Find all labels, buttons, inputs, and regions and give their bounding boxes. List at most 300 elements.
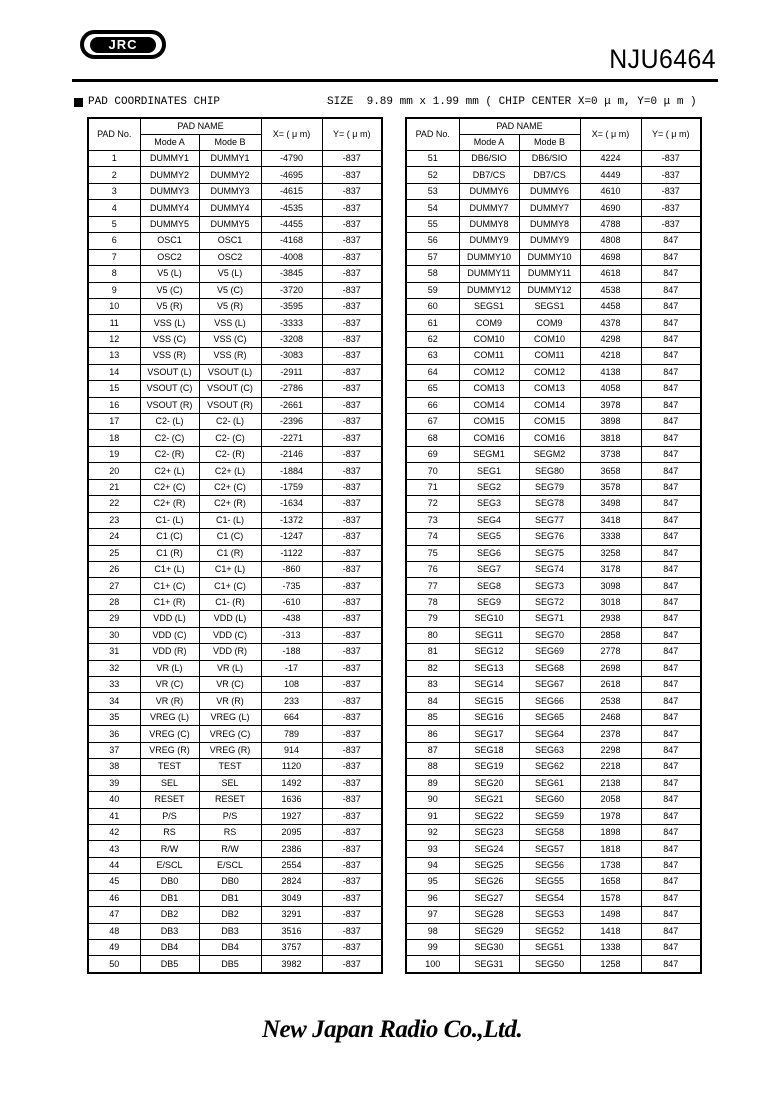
mode-a-cell: VR (L) — [140, 660, 199, 676]
x-coord-cell: 3018 — [580, 594, 641, 610]
col-header-x: X= ( μ m) — [580, 118, 641, 151]
y-coord-cell: 847 — [641, 446, 701, 462]
pad-no-cell: 22 — [88, 496, 140, 512]
mode-b-cell: SEG70 — [519, 627, 580, 643]
part-number: NJU6464 — [609, 44, 716, 74]
x-coord-cell: 3578 — [580, 479, 641, 495]
table-row — [88, 249, 382, 265]
pad-no-cell: 6 — [88, 233, 140, 249]
mode-a-cell: OSC1 — [140, 233, 199, 249]
mode-a-cell: SEG17 — [459, 726, 519, 742]
mode-a-cell: DUMMY7 — [459, 200, 519, 216]
y-coord-cell: -837 — [322, 233, 382, 249]
mode-a-cell: VSS (L) — [140, 315, 199, 331]
y-coord-cell: -837 — [322, 792, 382, 808]
mode-a-cell: SEG1 — [459, 463, 519, 479]
mode-a-cell: SEG3 — [459, 496, 519, 512]
pad-table-left — [87, 117, 383, 974]
col-header-mode-b: Mode B — [199, 135, 261, 151]
mode-b-cell: P/S — [199, 808, 261, 824]
mode-b-cell: SEG73 — [519, 578, 580, 594]
y-coord-cell: 847 — [641, 348, 701, 364]
x-coord-cell: 1898 — [580, 824, 641, 840]
pad-no-cell: 94 — [406, 857, 459, 873]
pad-no-cell: 77 — [406, 578, 459, 594]
mode-b-cell: DUMMY2 — [199, 167, 261, 183]
mode-b-cell: DB7/CS — [519, 167, 580, 183]
y-coord-cell: -837 — [322, 940, 382, 956]
mode-b-cell: SEG71 — [519, 611, 580, 627]
pad-no-cell: 40 — [88, 792, 140, 808]
pad-no-cell: 47 — [88, 907, 140, 923]
x-coord-cell: -2661 — [261, 397, 322, 413]
table-row — [88, 200, 382, 216]
mode-b-cell: DB1 — [199, 890, 261, 906]
y-coord-cell: -837 — [322, 874, 382, 890]
y-coord-cell: 847 — [641, 298, 701, 314]
pad-no-cell: 29 — [88, 611, 140, 627]
y-coord-cell: -837 — [641, 183, 701, 199]
y-coord-cell: 847 — [641, 677, 701, 693]
mode-a-cell: VREG (C) — [140, 726, 199, 742]
col-header-mode-a: Mode A — [459, 135, 519, 151]
y-coord-cell: 847 — [641, 644, 701, 660]
pad-no-cell: 80 — [406, 627, 459, 643]
y-coord-cell: 847 — [641, 496, 701, 512]
mode-a-cell: C1- (L) — [140, 512, 199, 528]
table-row — [88, 446, 382, 462]
x-coord-cell: 2218 — [580, 759, 641, 775]
y-coord-cell: -837 — [322, 627, 382, 643]
mode-a-cell: SEG27 — [459, 890, 519, 906]
pad-no-cell: 49 — [88, 940, 140, 956]
table-row — [406, 940, 701, 956]
mode-b-cell: SEG51 — [519, 940, 580, 956]
y-coord-cell: -837 — [322, 529, 382, 545]
table-row — [406, 792, 701, 808]
table-row — [406, 907, 701, 923]
table-row — [406, 611, 701, 627]
x-coord-cell: 2138 — [580, 775, 641, 791]
pad-table-right-body — [406, 151, 701, 973]
pad-no-cell: 99 — [406, 940, 459, 956]
mode-a-cell: SEG2 — [459, 479, 519, 495]
mode-b-cell: V5 (C) — [199, 282, 261, 298]
x-coord-cell: 1927 — [261, 808, 322, 824]
mode-a-cell: SEG18 — [459, 742, 519, 758]
pad-no-cell: 20 — [88, 463, 140, 479]
mode-b-cell: VREG (C) — [199, 726, 261, 742]
mode-a-cell: VSOUT (R) — [140, 397, 199, 413]
pad-no-cell: 36 — [88, 726, 140, 742]
mode-a-cell: VDD (R) — [140, 644, 199, 660]
table-row — [88, 940, 382, 956]
mode-b-cell: DUMMY3 — [199, 183, 261, 199]
x-coord-cell: -3720 — [261, 282, 322, 298]
y-coord-cell: -837 — [322, 841, 382, 857]
x-coord-cell: 1498 — [580, 907, 641, 923]
x-coord-cell: 1978 — [580, 808, 641, 824]
mode-a-cell: SEG20 — [459, 775, 519, 791]
pad-no-cell: 15 — [88, 381, 140, 397]
y-coord-cell: -837 — [322, 775, 382, 791]
table-row — [406, 348, 701, 364]
mode-a-cell: RS — [140, 824, 199, 840]
mode-a-cell: DB1 — [140, 890, 199, 906]
x-coord-cell: 2298 — [580, 742, 641, 758]
mode-a-cell: C1+ (R) — [140, 594, 199, 610]
y-coord-cell: 847 — [641, 890, 701, 906]
mode-a-cell: DB7/CS — [459, 167, 519, 183]
pad-table-right — [405, 117, 702, 974]
y-coord-cell: 847 — [641, 808, 701, 824]
table-row — [406, 529, 701, 545]
mode-b-cell: SEG77 — [519, 512, 580, 528]
mode-b-cell: R/W — [199, 841, 261, 857]
y-coord-cell: -837 — [322, 298, 382, 314]
mode-b-cell: V5 (L) — [199, 266, 261, 282]
table-row — [406, 594, 701, 610]
mode-a-cell: SEG8 — [459, 578, 519, 594]
mode-b-cell: SEG57 — [519, 841, 580, 857]
mode-b-cell: VDD (C) — [199, 627, 261, 643]
pad-no-cell: 84 — [406, 693, 459, 709]
mode-b-cell: COM10 — [519, 331, 580, 347]
y-coord-cell: 847 — [641, 414, 701, 430]
pad-no-cell: 32 — [88, 660, 140, 676]
table-row — [406, 775, 701, 791]
mode-a-cell: C1+ (C) — [140, 578, 199, 594]
mode-a-cell: V5 (R) — [140, 298, 199, 314]
pad-no-cell: 82 — [406, 660, 459, 676]
x-coord-cell: 4698 — [580, 249, 641, 265]
x-coord-cell: -4168 — [261, 233, 322, 249]
x-coord-cell: 3516 — [261, 923, 322, 939]
x-coord-cell: 3291 — [261, 907, 322, 923]
table-row — [406, 397, 701, 413]
pad-no-cell: 78 — [406, 594, 459, 610]
mode-b-cell: C1+ (C) — [199, 578, 261, 594]
table-row — [88, 759, 382, 775]
x-coord-cell: 4449 — [580, 167, 641, 183]
mode-a-cell: SEG12 — [459, 644, 519, 660]
mode-a-cell: SEGS1 — [459, 298, 519, 314]
table-row — [406, 298, 701, 314]
table-row — [406, 693, 701, 709]
mode-b-cell: VDD (L) — [199, 611, 261, 627]
mode-b-cell: SEG65 — [519, 709, 580, 725]
table-row — [88, 479, 382, 495]
mode-a-cell: C2- (R) — [140, 446, 199, 462]
table-row — [406, 808, 701, 824]
pad-no-cell: 56 — [406, 233, 459, 249]
table-row — [88, 348, 382, 364]
pad-no-cell: 97 — [406, 907, 459, 923]
pad-no-cell: 46 — [88, 890, 140, 906]
mode-b-cell: SEG53 — [519, 907, 580, 923]
mode-a-cell: VREG (R) — [140, 742, 199, 758]
mode-b-cell: SEG52 — [519, 923, 580, 939]
pad-no-cell: 73 — [406, 512, 459, 528]
x-coord-cell: 1492 — [261, 775, 322, 791]
table-row — [88, 578, 382, 594]
pad-no-cell: 88 — [406, 759, 459, 775]
logo-text: JRC — [90, 37, 156, 53]
mode-b-cell: DUMMY5 — [199, 216, 261, 232]
table-row — [88, 430, 382, 446]
x-coord-cell: -4615 — [261, 183, 322, 199]
mode-a-cell: DB6/SIO — [459, 151, 519, 167]
y-coord-cell: -837 — [322, 331, 382, 347]
y-coord-cell: -837 — [322, 677, 382, 693]
y-coord-cell: -837 — [322, 200, 382, 216]
y-coord-cell: -837 — [322, 151, 382, 167]
mode-a-cell: SEG29 — [459, 923, 519, 939]
mode-b-cell: SEG56 — [519, 857, 580, 873]
x-coord-cell: 3898 — [580, 414, 641, 430]
mode-b-cell: SEG79 — [519, 479, 580, 495]
mode-a-cell: C2+ (C) — [140, 479, 199, 495]
mode-b-cell: VR (C) — [199, 677, 261, 693]
mode-b-cell: SEG75 — [519, 545, 580, 561]
x-coord-cell: -1759 — [261, 479, 322, 495]
y-coord-cell: -837 — [641, 167, 701, 183]
mode-b-cell: SEGS1 — [519, 298, 580, 314]
table-row — [88, 266, 382, 282]
y-coord-cell: -837 — [322, 414, 382, 430]
jrc-logo — [80, 30, 166, 59]
table-row — [88, 216, 382, 232]
y-coord-cell: 847 — [641, 315, 701, 331]
x-coord-cell: 2698 — [580, 660, 641, 676]
y-coord-cell: 847 — [641, 381, 701, 397]
y-coord-cell: -837 — [322, 693, 382, 709]
table-row — [88, 792, 382, 808]
mode-a-cell: DUMMY6 — [459, 183, 519, 199]
table-row — [406, 479, 701, 495]
y-coord-cell: 847 — [641, 233, 701, 249]
x-coord-cell: 1120 — [261, 759, 322, 775]
header-divider — [72, 79, 718, 82]
x-coord-cell: 4218 — [580, 348, 641, 364]
col-header-pad-no: PAD No. — [406, 118, 459, 151]
mode-a-cell: DUMMY3 — [140, 183, 199, 199]
mode-b-cell: SEGM2 — [519, 446, 580, 462]
mode-a-cell: SEG15 — [459, 693, 519, 709]
mode-b-cell: COM14 — [519, 397, 580, 413]
mode-a-cell: SEG23 — [459, 824, 519, 840]
col-header-mode-a: Mode A — [140, 135, 199, 151]
table-row — [406, 151, 701, 167]
pad-no-cell: 14 — [88, 364, 140, 380]
x-coord-cell: -2786 — [261, 381, 322, 397]
table-row — [88, 151, 382, 167]
pad-no-cell: 26 — [88, 561, 140, 577]
x-coord-cell: 2058 — [580, 792, 641, 808]
mode-a-cell: COM11 — [459, 348, 519, 364]
table-row — [406, 381, 701, 397]
x-coord-cell: 4618 — [580, 266, 641, 282]
y-coord-cell: -837 — [322, 364, 382, 380]
y-coord-cell: 847 — [641, 742, 701, 758]
mode-a-cell: C2+ (R) — [140, 496, 199, 512]
table-row — [406, 200, 701, 216]
mode-a-cell: OSC2 — [140, 249, 199, 265]
table-row — [406, 824, 701, 840]
x-coord-cell: 3098 — [580, 578, 641, 594]
y-coord-cell: 847 — [641, 857, 701, 873]
x-coord-cell: 4788 — [580, 216, 641, 232]
mode-a-cell: DB5 — [140, 956, 199, 973]
pad-no-cell: 92 — [406, 824, 459, 840]
y-coord-cell: -837 — [322, 594, 382, 610]
pad-no-cell: 76 — [406, 561, 459, 577]
x-coord-cell: -3845 — [261, 266, 322, 282]
table-row — [88, 233, 382, 249]
table-row — [406, 759, 701, 775]
mode-b-cell: DUMMY7 — [519, 200, 580, 216]
table-row — [88, 397, 382, 413]
x-coord-cell: 233 — [261, 693, 322, 709]
mode-a-cell: VREG (L) — [140, 709, 199, 725]
pad-no-cell: 48 — [88, 923, 140, 939]
pad-no-cell: 67 — [406, 414, 459, 430]
mode-b-cell: SEG80 — [519, 463, 580, 479]
table-row — [88, 561, 382, 577]
mode-b-cell: SEG69 — [519, 644, 580, 660]
y-coord-cell: -837 — [322, 348, 382, 364]
pad-no-cell: 33 — [88, 677, 140, 693]
x-coord-cell: 3738 — [580, 446, 641, 462]
x-coord-cell: 1418 — [580, 923, 641, 939]
y-coord-cell: 847 — [641, 792, 701, 808]
pad-no-cell: 19 — [88, 446, 140, 462]
pad-table-left-body — [88, 151, 382, 973]
mode-b-cell: DUMMY1 — [199, 151, 261, 167]
y-coord-cell: -837 — [322, 561, 382, 577]
table-row — [88, 890, 382, 906]
mode-b-cell: SEG55 — [519, 874, 580, 890]
mode-b-cell: C1 (C) — [199, 529, 261, 545]
mode-b-cell: OSC2 — [199, 249, 261, 265]
section-heading — [74, 96, 220, 108]
pad-no-cell: 98 — [406, 923, 459, 939]
y-coord-cell: 847 — [641, 759, 701, 775]
mode-a-cell: DUMMY2 — [140, 167, 199, 183]
x-coord-cell: -1122 — [261, 545, 322, 561]
x-coord-cell: 4538 — [580, 282, 641, 298]
mode-a-cell: VSOUT (C) — [140, 381, 199, 397]
table-row — [88, 282, 382, 298]
mode-a-cell: V5 (C) — [140, 282, 199, 298]
y-coord-cell: 847 — [641, 561, 701, 577]
x-coord-cell: -438 — [261, 611, 322, 627]
mode-b-cell: DUMMY11 — [519, 266, 580, 282]
table-row — [406, 677, 701, 693]
pad-no-cell: 74 — [406, 529, 459, 545]
pad-no-cell: 59 — [406, 282, 459, 298]
mode-b-cell: C2- (C) — [199, 430, 261, 446]
y-coord-cell: 847 — [641, 874, 701, 890]
table-row — [406, 446, 701, 462]
mode-b-cell: SEG66 — [519, 693, 580, 709]
pad-no-cell: 18 — [88, 430, 140, 446]
mode-a-cell: C1+ (L) — [140, 561, 199, 577]
y-coord-cell: -837 — [641, 200, 701, 216]
mode-a-cell: VDD (C) — [140, 627, 199, 643]
table-row — [88, 808, 382, 824]
table-row — [406, 874, 701, 890]
mode-b-cell: VR (L) — [199, 660, 261, 676]
mode-b-cell: VSOUT (R) — [199, 397, 261, 413]
x-coord-cell: 4378 — [580, 315, 641, 331]
pad-no-cell: 28 — [88, 594, 140, 610]
mode-b-cell: C2+ (C) — [199, 479, 261, 495]
table-row — [406, 857, 701, 873]
pad-no-cell: 2 — [88, 167, 140, 183]
x-coord-cell: 4298 — [580, 331, 641, 347]
pad-no-cell: 44 — [88, 857, 140, 873]
x-coord-cell: 4224 — [580, 151, 641, 167]
mode-b-cell: DUMMY9 — [519, 233, 580, 249]
pad-no-cell: 60 — [406, 298, 459, 314]
x-coord-cell: 2386 — [261, 841, 322, 857]
y-coord-cell: -837 — [322, 496, 382, 512]
x-coord-cell: 1658 — [580, 874, 641, 890]
mode-b-cell: COM15 — [519, 414, 580, 430]
pad-no-cell: 10 — [88, 298, 140, 314]
mode-a-cell: SEG16 — [459, 709, 519, 725]
y-coord-cell: 847 — [641, 545, 701, 561]
pad-no-cell: 68 — [406, 430, 459, 446]
col-header-y: Y= ( μ m) — [641, 118, 701, 151]
mode-b-cell: SEG74 — [519, 561, 580, 577]
x-coord-cell: 4058 — [580, 381, 641, 397]
mode-a-cell: VR (C) — [140, 677, 199, 693]
mode-a-cell: DUMMY11 — [459, 266, 519, 282]
table-row — [88, 693, 382, 709]
y-coord-cell: -837 — [322, 381, 382, 397]
table-row — [88, 298, 382, 314]
mode-a-cell: V5 (L) — [140, 266, 199, 282]
mode-b-cell: SEG78 — [519, 496, 580, 512]
y-coord-cell: -837 — [322, 907, 382, 923]
pad-no-cell: 3 — [88, 183, 140, 199]
mode-b-cell: C1- (L) — [199, 512, 261, 528]
mode-a-cell: SEG4 — [459, 512, 519, 528]
x-coord-cell: -17 — [261, 660, 322, 676]
mode-a-cell: SEG10 — [459, 611, 519, 627]
pad-no-cell: 96 — [406, 890, 459, 906]
mode-a-cell: R/W — [140, 841, 199, 857]
pad-no-cell: 45 — [88, 874, 140, 890]
table-row — [88, 611, 382, 627]
table-row — [406, 364, 701, 380]
table-row — [406, 578, 701, 594]
table-row — [406, 430, 701, 446]
mode-b-cell: VR (R) — [199, 693, 261, 709]
y-coord-cell: -837 — [322, 644, 382, 660]
mode-a-cell: VR (R) — [140, 693, 199, 709]
mode-a-cell: DB0 — [140, 874, 199, 890]
mode-a-cell: DB2 — [140, 907, 199, 923]
x-coord-cell: 4610 — [580, 183, 641, 199]
y-coord-cell: 847 — [641, 364, 701, 380]
table-row — [88, 167, 382, 183]
mode-b-cell: DB5 — [199, 956, 261, 973]
mode-b-cell: SEL — [199, 775, 261, 791]
table-row — [88, 824, 382, 840]
